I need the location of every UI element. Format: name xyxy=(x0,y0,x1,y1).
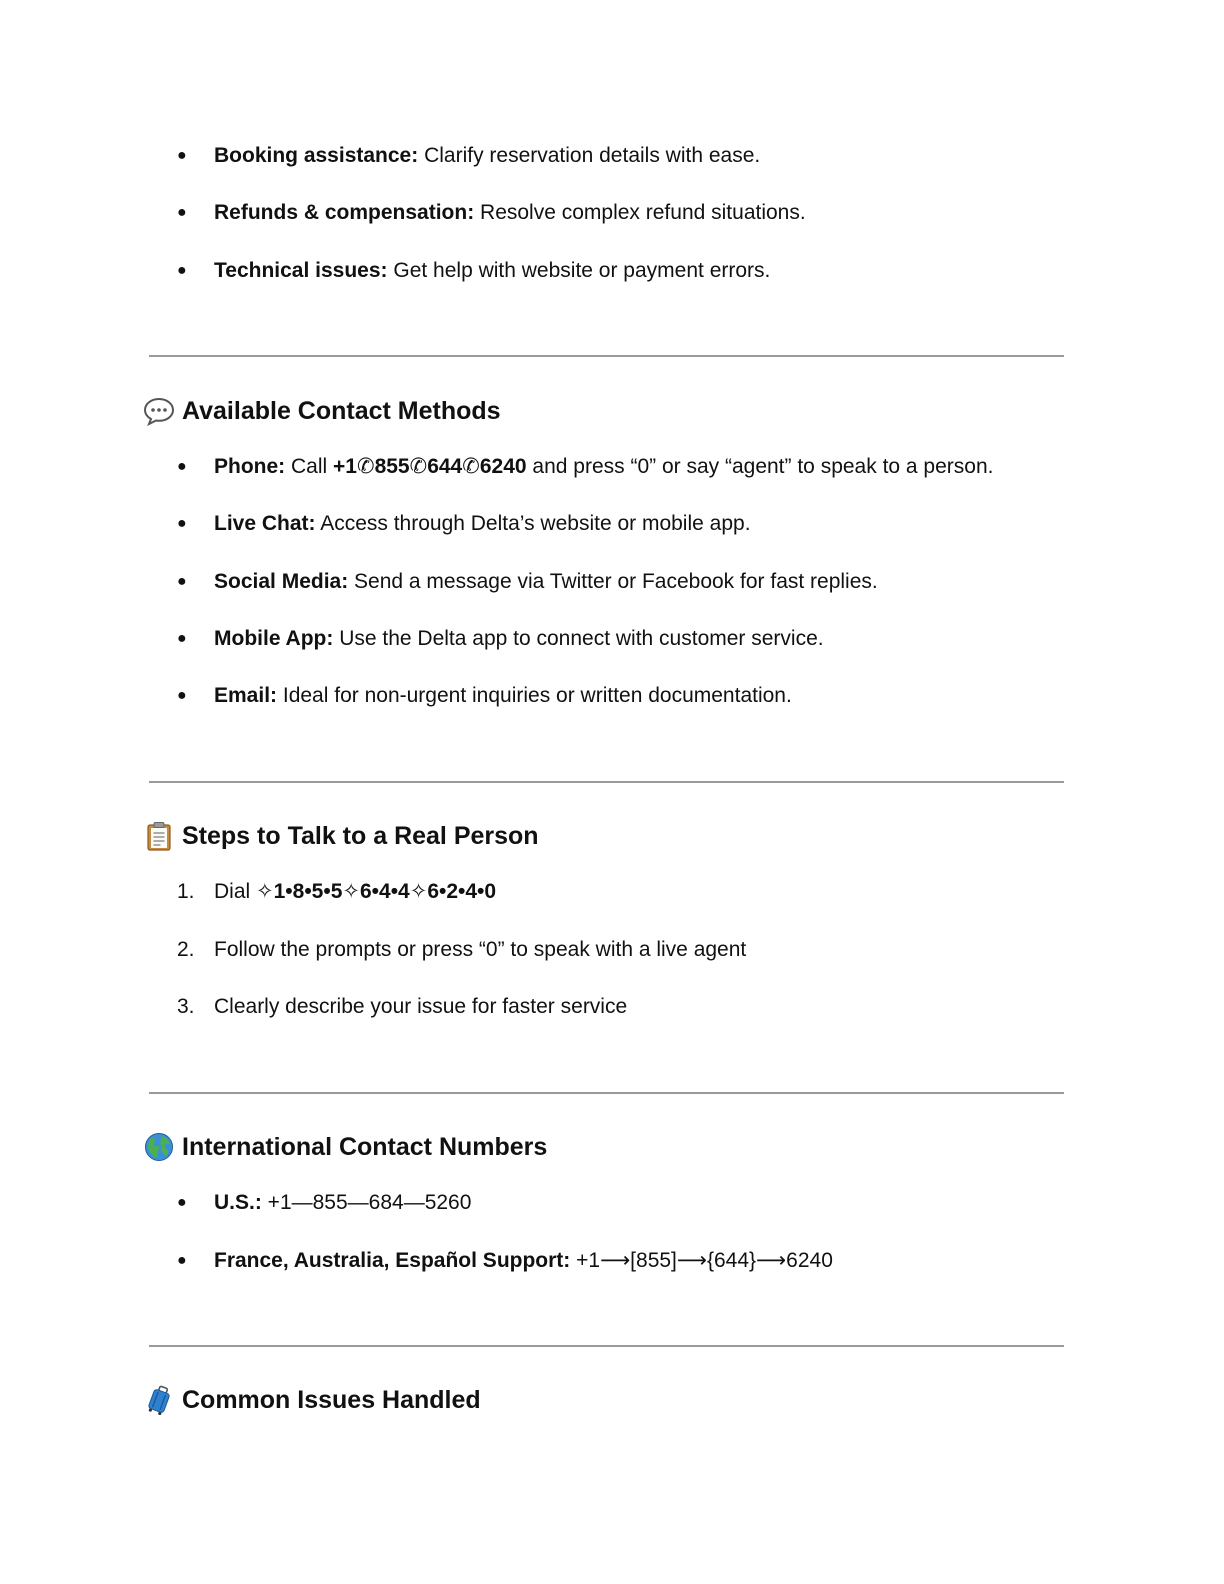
list-item xyxy=(177,994,628,1020)
item-label: France, Australia, Español Support: xyxy=(214,1249,571,1272)
item-text: Follow the prompts or press “0” to speak with a live agent xyxy=(214,938,747,961)
section-divider xyxy=(149,355,1064,357)
bullet-icon: ● xyxy=(177,687,187,704)
bullet-icon: ● xyxy=(177,262,187,279)
list-item xyxy=(177,1190,472,1216)
item-text: Use the Delta app to connect with customer service. xyxy=(333,627,824,650)
item-label: Refunds & compensation: xyxy=(214,201,475,224)
item-label: Mobile App: xyxy=(214,627,334,650)
list-item xyxy=(177,937,747,963)
item-text: Clarify reservation details with ease. xyxy=(418,144,761,167)
item-label: Social Media: xyxy=(214,570,349,593)
globe-icon xyxy=(143,1132,175,1162)
list-item xyxy=(177,683,792,709)
section-divider xyxy=(149,1345,1064,1347)
section-title: International Contact Numbers xyxy=(182,1133,548,1161)
bullet-icon: ● xyxy=(177,515,187,532)
section-divider xyxy=(149,1092,1064,1094)
list-item xyxy=(177,1248,833,1274)
item-text: +1⟶[855]⟶{644}⟶6240 xyxy=(570,1249,833,1272)
item-label: Email: xyxy=(214,684,278,707)
phone-number: ✧1•8•5•5✧6•4•4✧6•2•4•0 xyxy=(256,880,497,903)
list-item xyxy=(177,879,497,905)
item-text: and press “0” or say “agent” to speak to a person. xyxy=(526,455,994,478)
item-text: Call xyxy=(285,455,334,478)
item-text: Get help with website or payment errors. xyxy=(387,259,771,282)
bullet-icon: ● xyxy=(177,630,187,647)
item-text: Clearly describe your issue for faster service xyxy=(214,995,628,1018)
phone-number: +1✆855✆644✆6240 xyxy=(333,455,527,478)
speech-bubble-icon xyxy=(143,396,175,426)
luggage-icon xyxy=(143,1385,175,1415)
item-text: Access through Delta’s website or mobile app. xyxy=(315,512,751,535)
list-item xyxy=(177,569,878,595)
list-item xyxy=(177,200,806,226)
list-item xyxy=(177,511,751,537)
item-number: 1. xyxy=(177,880,195,903)
item-text: +1—855—684—5260 xyxy=(261,1191,472,1214)
item-label: Phone: xyxy=(214,455,286,478)
list-item xyxy=(177,626,824,652)
bullet-icon: ● xyxy=(177,1194,187,1211)
item-label: Technical issues: xyxy=(214,259,388,282)
section-title: Common Issues Handled xyxy=(182,1386,481,1414)
bullet-icon: ● xyxy=(177,204,187,221)
item-number: 3. xyxy=(177,995,195,1018)
list-item xyxy=(177,454,994,480)
section-title: Available Contact Methods xyxy=(182,397,501,425)
item-text: Resolve complex refund situations. xyxy=(474,201,806,224)
item-text: Dial xyxy=(214,880,257,903)
section-title: Steps to Talk to a Real Person xyxy=(182,822,539,850)
bullet-icon: ● xyxy=(177,458,187,475)
bullet-icon: ● xyxy=(177,147,187,164)
item-label: Live Chat: xyxy=(214,512,316,535)
section-divider xyxy=(149,781,1064,783)
list-item xyxy=(177,143,761,169)
item-label: U.S.: xyxy=(214,1191,262,1214)
item-number: 2. xyxy=(177,938,195,961)
item-text: Send a message via Twitter or Facebook for fast replies. xyxy=(348,570,878,593)
item-label: Booking assistance: xyxy=(214,144,419,167)
bullet-icon: ● xyxy=(177,573,187,590)
clipboard-icon xyxy=(143,821,175,851)
list-item xyxy=(177,258,771,284)
item-text: Ideal for non-urgent inquiries or written documentation. xyxy=(277,684,792,707)
bullet-icon: ● xyxy=(177,1252,187,1269)
